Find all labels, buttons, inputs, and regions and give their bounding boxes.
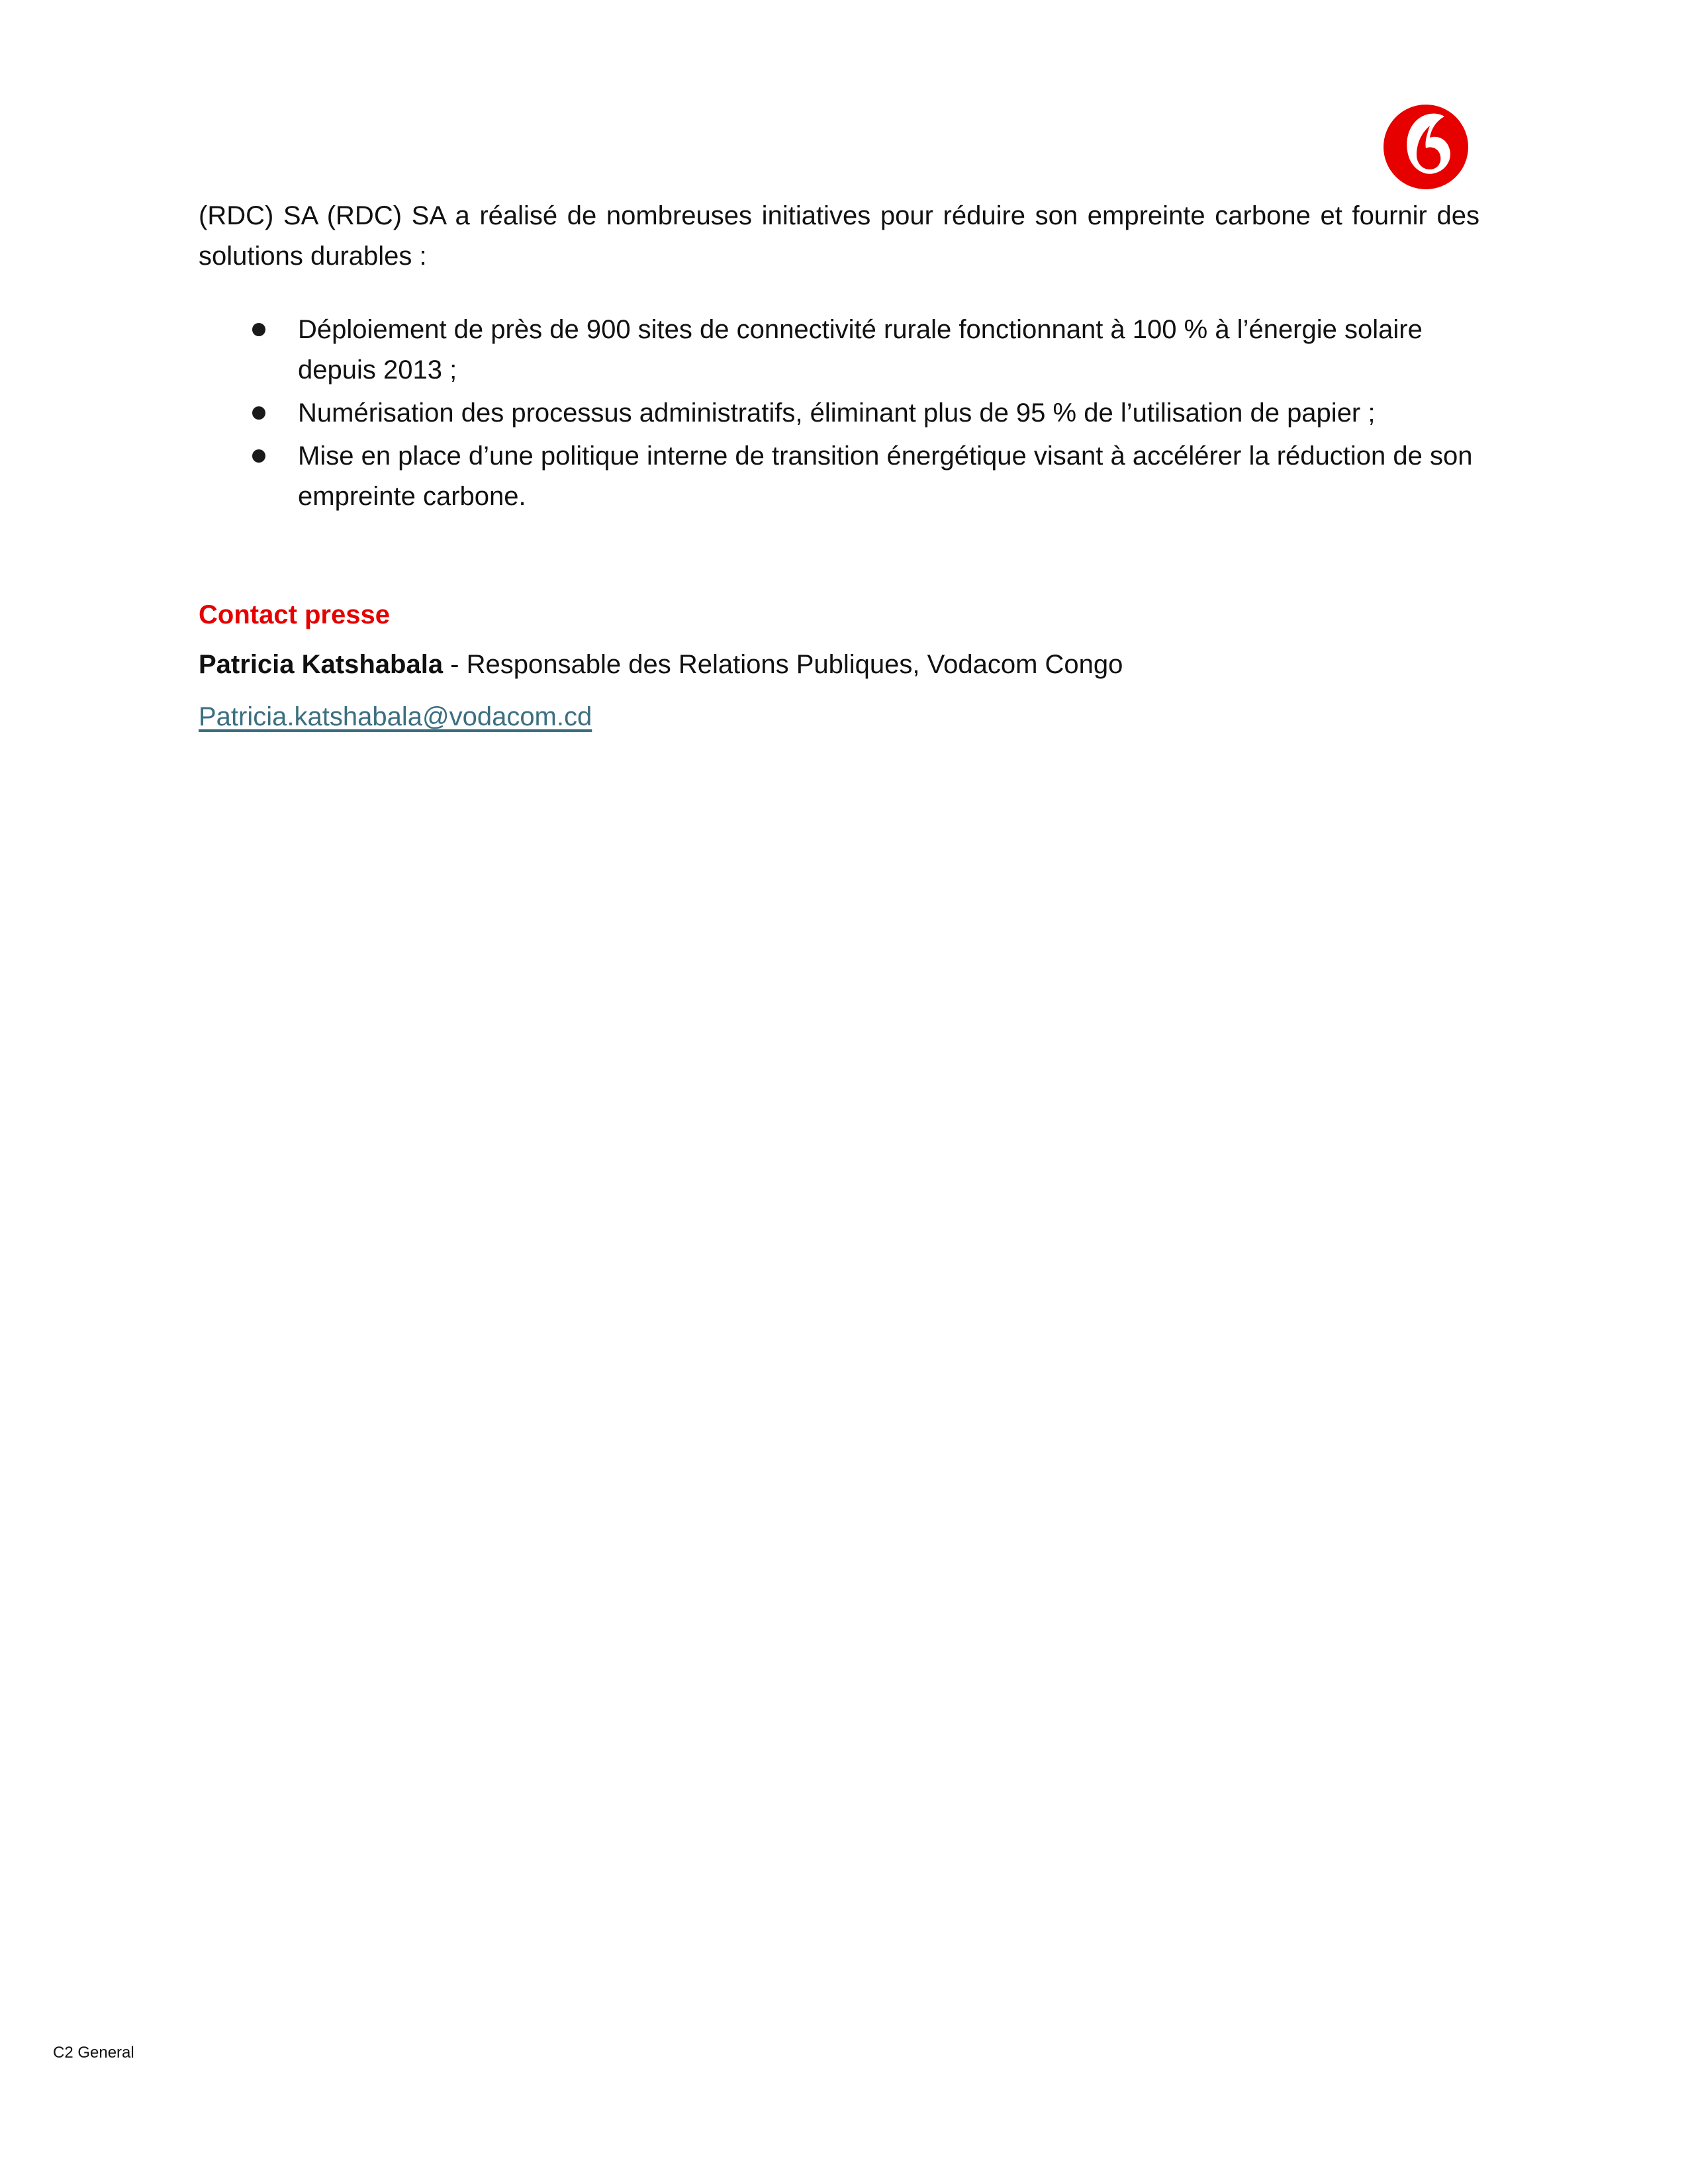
bullet-icon xyxy=(252,406,265,420)
contact-heading: Contact presse xyxy=(199,600,390,629)
bullet-icon xyxy=(252,323,265,336)
intro-paragraph: (RDC) SA (RDC) SA a réalisé de nombreuses initiatives pour réduire son empreinte carbone et fournir des solutions durables : xyxy=(199,201,1479,271)
contact-email-link[interactable]: Patricia.katshabala@vodacom.cd xyxy=(199,702,592,731)
list-item xyxy=(199,310,1479,390)
vodafone-logo-icon xyxy=(1383,99,1468,192)
document-body xyxy=(199,196,1479,737)
list-item-text: Mise en place d’une politique interne de transition énergétique visant à accélérer la réduction de son empreinte carbone. xyxy=(298,441,1473,511)
list-item-text: Numérisation des processus administratifs, éliminant plus de 95 % de l’utilisation de papier ; xyxy=(298,398,1376,428)
contact-name: Patricia Katshabala xyxy=(199,650,444,679)
initiatives-list xyxy=(199,310,1479,517)
list-item xyxy=(199,436,1479,517)
list-item xyxy=(199,393,1479,433)
contact-role: - Responsable des Relations Publiques, Vodacom Congo xyxy=(443,650,1123,679)
contact-details xyxy=(199,645,1479,685)
bullet-icon xyxy=(252,449,265,463)
classification-footer: C2 General xyxy=(53,2044,134,2062)
list-item-text: Déploiement de près de 900 sites de connectivité rurale fonctionnant à 100 % à l’énergie solaire depuis 2013 ; xyxy=(298,315,1423,385)
